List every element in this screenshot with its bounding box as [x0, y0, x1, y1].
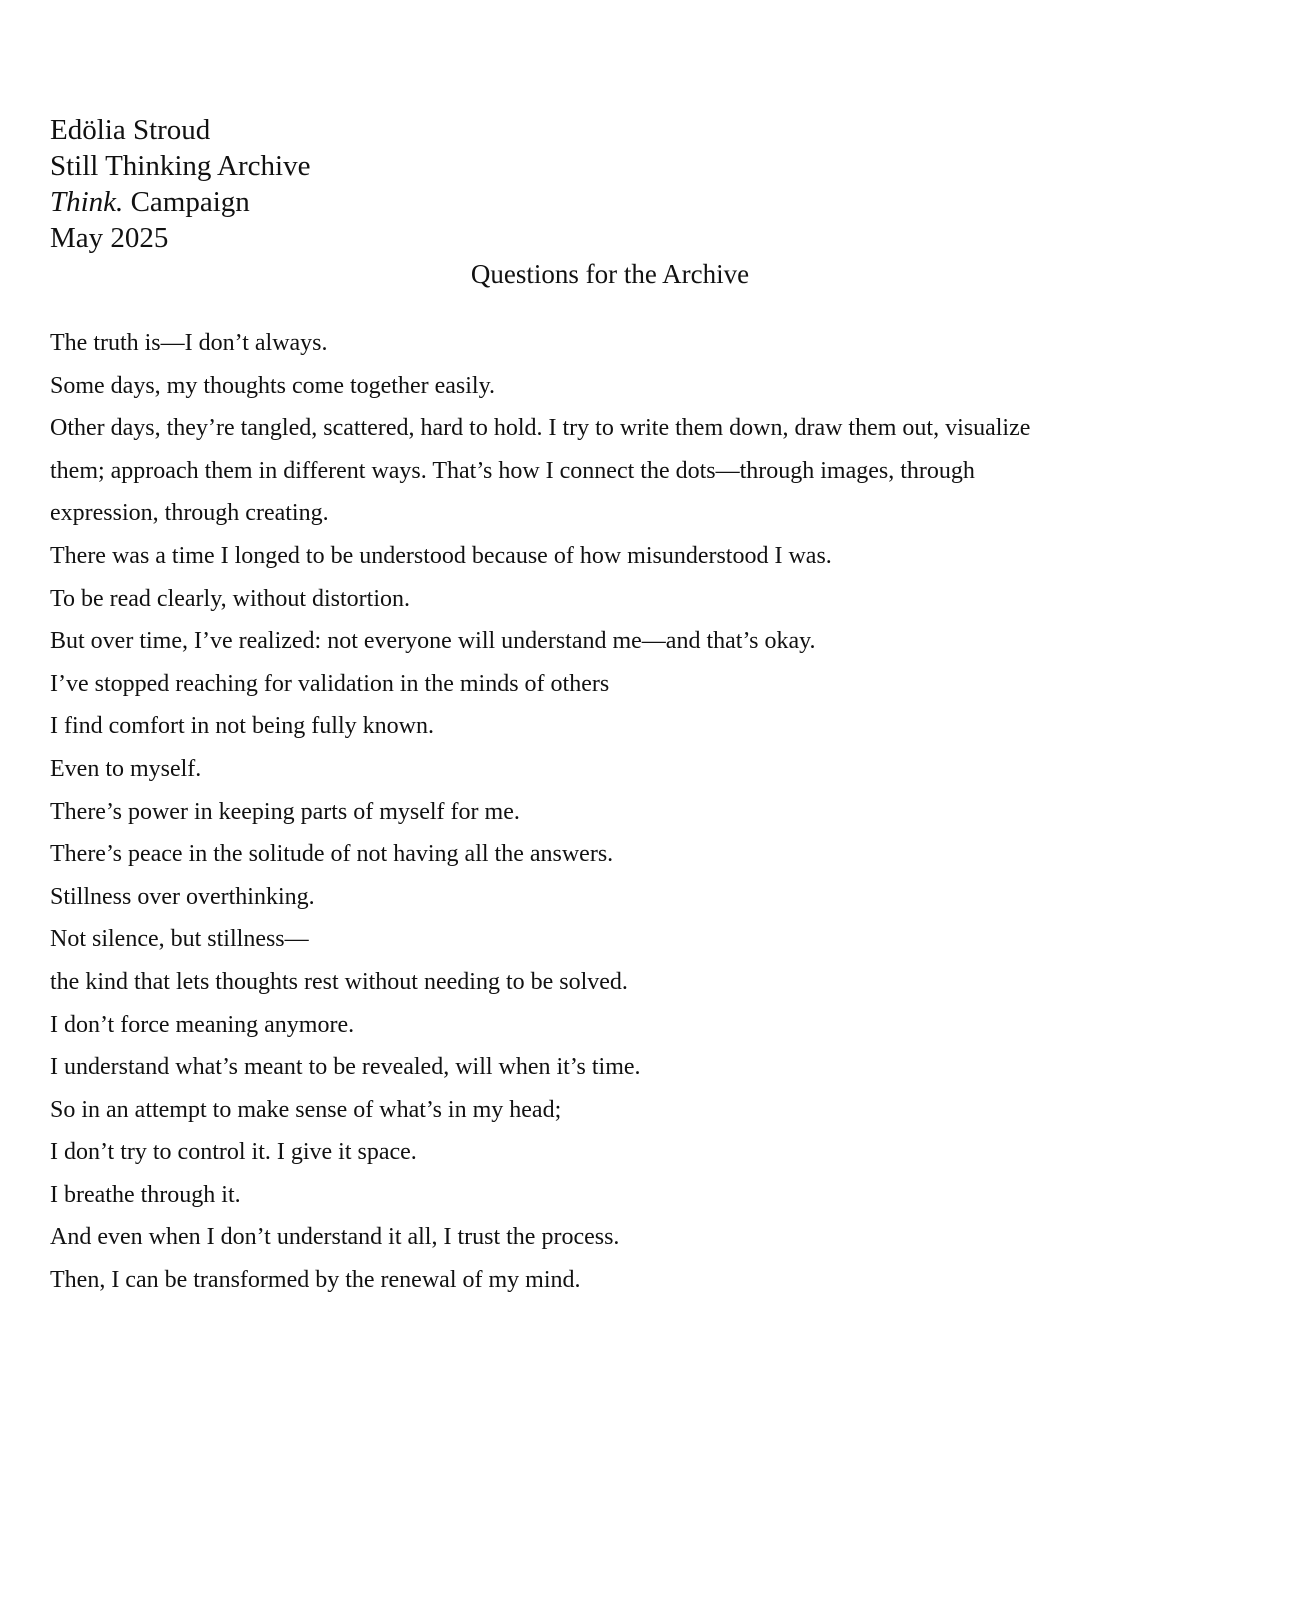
- body-line: Other days, they’re tangled, scattered, hard to hold. I try to write them down, draw them out, visualize: [50, 415, 1031, 442]
- body-line: I breathe through it.: [50, 1181, 241, 1208]
- body-line: Stillness over overthinking.: [50, 883, 315, 910]
- campaign-word: Campaign: [123, 186, 250, 218]
- body-line: There’s peace in the solitude of not having all the answers.: [50, 841, 614, 868]
- document-date: May 2025: [50, 222, 169, 254]
- archive-name: Still Thinking Archive: [50, 150, 311, 182]
- body-line: I find comfort in not being fully known.: [50, 713, 434, 740]
- body-line: To be read clearly, without distortion.: [50, 585, 410, 612]
- document-body: [50, 322, 1250, 1302]
- body-line: Some days, my thoughts come together easily.: [50, 372, 496, 399]
- body-line: Even to myself.: [50, 755, 202, 782]
- body-line: There was a time I longed to be understood because of how misunderstood I was.: [50, 542, 832, 569]
- body-line: them; approach them in different ways. That’s how I connect the dots—through images, through: [50, 457, 975, 484]
- body-line: the kind that lets thoughts rest without needing to be solved.: [50, 968, 628, 995]
- body-line: Then, I can be transformed by the renewal of my mind.: [50, 1267, 581, 1294]
- campaign-italic-word: Think.: [50, 186, 124, 218]
- body-line: And even when I don’t understand it all, I trust the process.: [50, 1224, 620, 1251]
- body-line: The truth is—I don’t always.: [50, 330, 328, 356]
- body-line: I don’t force meaning anymore.: [50, 1011, 355, 1038]
- body-line: But over time, I’ve realized: not everyone will understand me—and that’s okay.: [50, 628, 816, 655]
- body-line: I understand what’s meant to be revealed, will when it’s time.: [50, 1054, 641, 1081]
- document-header: [50, 112, 310, 256]
- author-name: Edölia Stroud: [50, 114, 211, 146]
- document-title: Questions for the Archive: [470, 259, 750, 289]
- body-line: There’s power in keeping parts of myself for me.: [50, 798, 520, 825]
- body-line: expression, through creating.: [50, 500, 329, 527]
- body-line: I’ve stopped reaching for validation in the minds of others: [50, 670, 610, 697]
- body-line: Not silence, but stillness—: [50, 926, 309, 953]
- body-line: So in an attempt to make sense of what’s in my head;: [50, 1096, 562, 1123]
- campaign-name: [50, 184, 310, 220]
- body-line: I don’t try to control it. I give it space.: [50, 1139, 417, 1166]
